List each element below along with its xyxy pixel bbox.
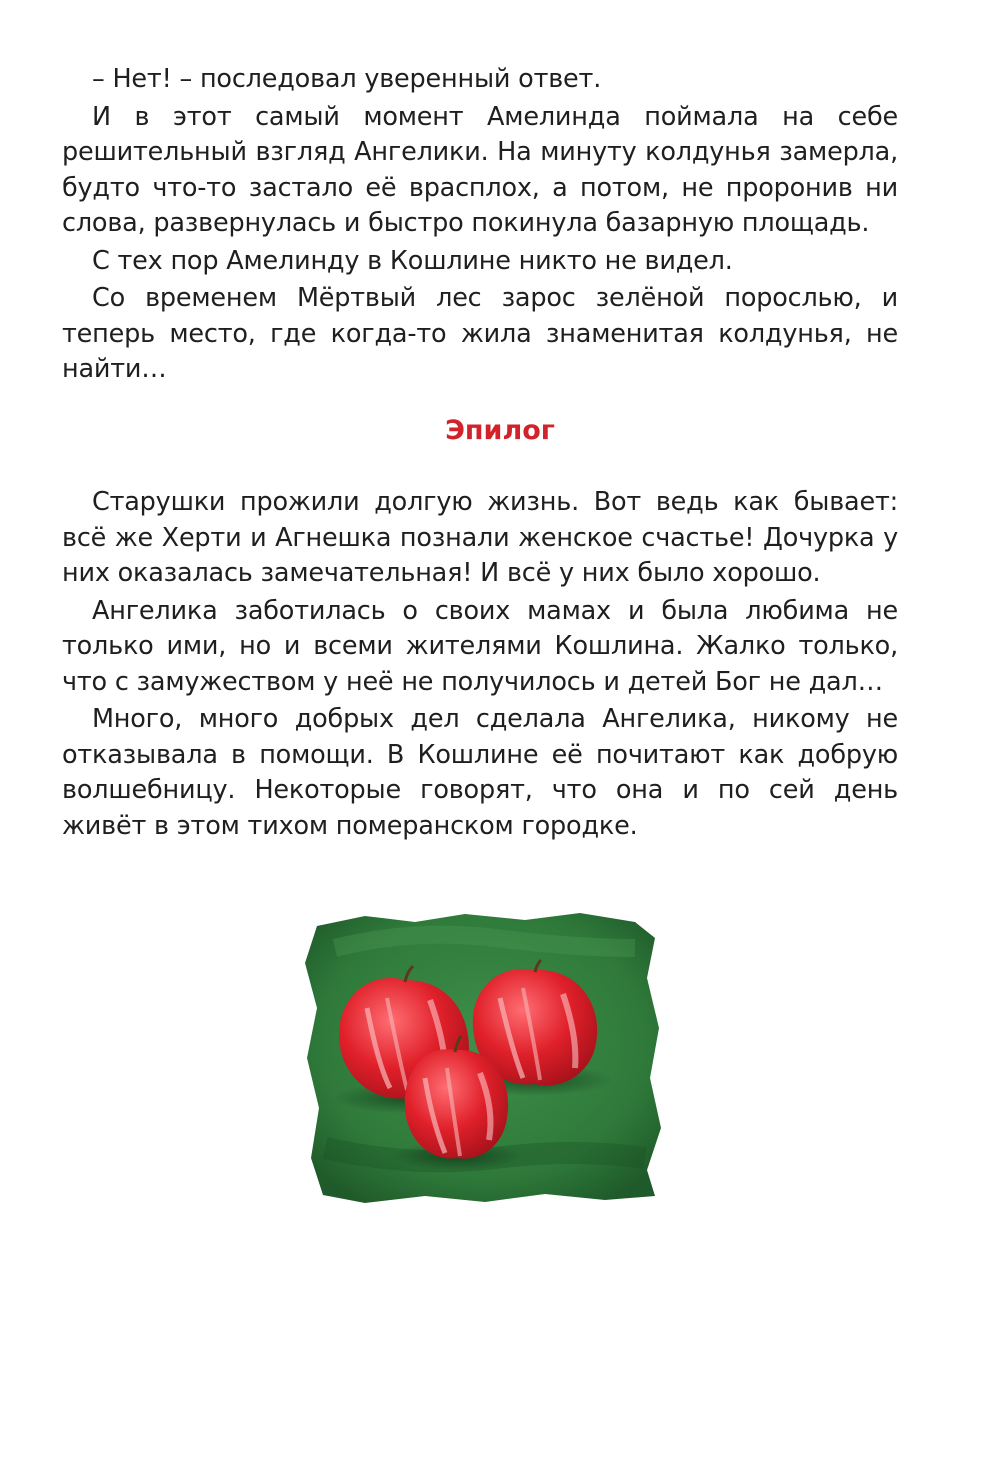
paragraph: Со временем Мёртвый лес зарос зелёной порослью, и теперь место, где когда-то жила знаменитая колдунья, не найти… bbox=[62, 283, 898, 384]
apples-illustration bbox=[295, 908, 670, 1208]
paragraph: И в этот самый момент Амелинда поймала на себе решительный взгляд Ангелики. На минуту колдунья замерла, будто что-то застало её врасплох, а потом, не проронив ни слова, развернулась и быстро покинула базарную площадь. bbox=[62, 101, 898, 238]
paragraph: Старушки прожили долгую жизнь. Вот ведь как бывает: всё же Херти и Агнешка познали женское счастье! Дочурка у них оказалась замечательная! И всё у них было хорошо. bbox=[62, 487, 898, 588]
paragraph: – Нет! – последовал уверенный ответ. bbox=[92, 64, 602, 94]
epilogue-text bbox=[62, 485, 898, 846]
story-ending-text bbox=[62, 62, 898, 390]
paragraph: Ангелика заботилась о своих мамах и была любима не только ими, но и всеми жителями Кошлина. Жалко только, что с замужеством у неё не получилось и детей Бог не дал… bbox=[62, 595, 898, 697]
paragraph: Много, много добрых дел сделала Ангелика, никому не отказывала в помощи. В Кошлине её почитают как добрую волшебницу. Некоторые говорят, что она и по сей день живёт в этом тихом померанском городке. bbox=[62, 704, 898, 841]
paragraph: С тех пор Амелинду в Кошлине никто не видел. bbox=[92, 245, 733, 276]
epilogue-title: Эпилог bbox=[445, 415, 555, 446]
apples-image bbox=[295, 908, 670, 1208]
